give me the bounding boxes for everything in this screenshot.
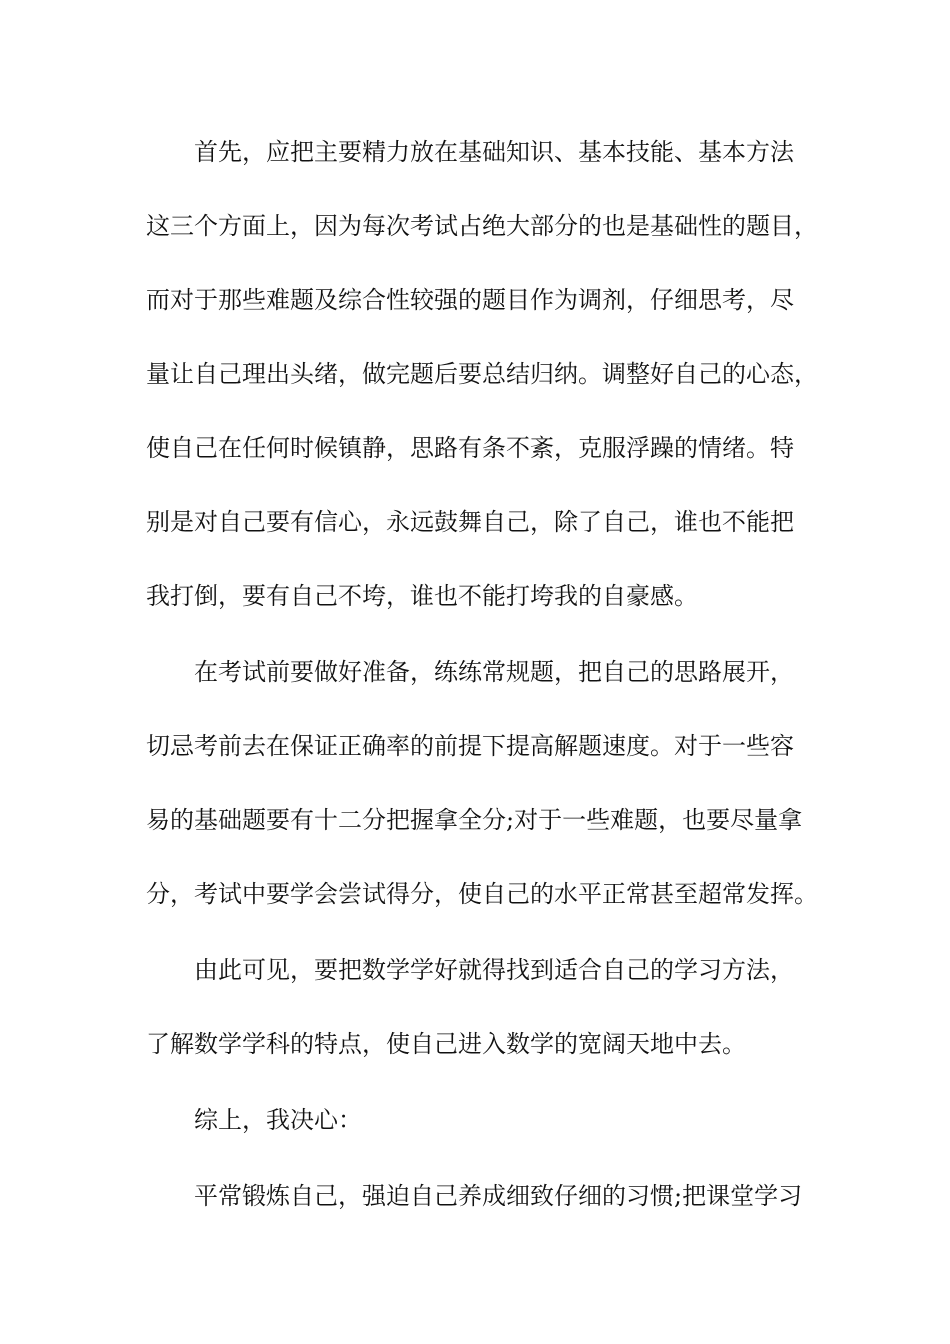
paragraph-4-line-1: 综上，我决心： bbox=[194, 1106, 362, 1134]
paragraph-3-line-2: 了解数学学科的特点，使自己进入数学的宽阔天地中去。 bbox=[146, 1030, 746, 1058]
paragraph-1-line-1: 首先，应把主要精力放在基础知识、基本技能、基本方法 bbox=[194, 138, 794, 166]
paragraph-2-line-4: 分，考试中要学会尝试得分，使自己的水平正常甚至超常发挥。 bbox=[146, 880, 818, 908]
paragraph-2-line-1: 在考试前要做好准备，练练常规题，把自己的思路展开， bbox=[194, 658, 794, 686]
paragraph-1-line-3: 而对于那些难题及综合性较强的题目作为调剂，仔细思考，尽 bbox=[146, 286, 794, 314]
paragraph-1-line-6: 别是对自己要有信心，永远鼓舞自己，除了自己，谁也不能把 bbox=[146, 508, 794, 536]
paragraph-1-line-2: 这三个方面上，因为每次考试占绝大部分的也是基础性的题目， bbox=[146, 212, 818, 240]
paragraph-5-line-1: 平常锻炼自己，强迫自己养成细致仔细的习惯;把课堂学习 bbox=[194, 1182, 803, 1210]
paragraph-2-line-3: 易的基础题要有十二分把握拿全分;对于一些难题，也要尽量拿 bbox=[146, 806, 803, 834]
paragraph-1-line-5: 使自己在任何时候镇静，思路有条不紊，克服浮躁的情绪。特 bbox=[146, 434, 794, 462]
paragraph-1-line-7: 我打倒，要有自己不垮，谁也不能打垮我的自豪感。 bbox=[146, 582, 698, 610]
paragraph-3-line-1: 由此可见，要把数学学好就得找到适合自己的学习方法， bbox=[194, 956, 794, 984]
paragraph-1-line-4: 量让自己理出头绪，做完题后要总结归纳。调整好自己的心态， bbox=[146, 360, 818, 388]
paragraph-2-line-2: 切忌考前去在保证正确率的前提下提高解题速度。对于一些容 bbox=[146, 732, 794, 760]
